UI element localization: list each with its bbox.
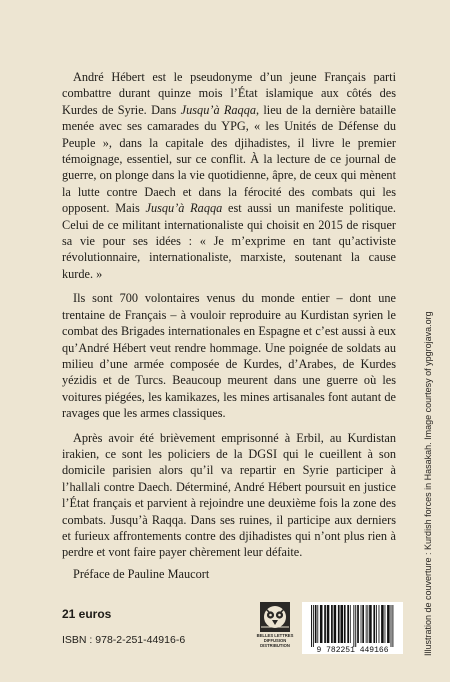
blurb-text: , lieu de la dernière bataille menée avec ses camarades du YPG, « les Unités de Défense du Peuple », dans la capitale des djihadistes, il livre le premier témoignage, essentiel, sur ce conflit. À la lecture de ce journal de guerre, on plonge dans la vie quotidienne, âpre, de ceux qui mènent la lutte contre Daech et dans la férocité des combats qui les opposent. Mais	[62, 102, 396, 216]
blurb-text: André Hébert est le pseudonyme d’un jeune Français parti combattre durant quinze mois l’État islamique aux côtés des Kurdes de Syrie. Dans	[62, 70, 396, 117]
book-title-italic: Jusqu’à Raqqa	[145, 201, 223, 216]
blurb-paragraph-1	[62, 69, 396, 282]
isbn: ISBN : 978-2-251-44916-6	[62, 634, 186, 646]
svg-text:DISTRIBUTION: DISTRIBUTION	[260, 643, 290, 648]
blurb-paragraph-2: Ils sont 700 volontaires venus du monde entier – dont une trentaine de Français – à vouloir reproduire au Kurdistan syrien le combat des Brigades internationales en Espagne et c’est aussi à eux qu’André Hébert veut rendre hommage. Une poignée de soldats au milieu d’une armée composée de Kurdes, d’Arabes, de Kurdes yézidis et de Turcs. Beaucoup meurent dans une guerre où les voitures piégées, les kamikazes, les mines artisanales font autant de ravages que les armes classiques.	[62, 291, 396, 421]
belles-lettres-owl-logo	[253, 600, 297, 652]
svg-text:DIFFUSION: DIFFUSION	[263, 638, 287, 643]
price: 21 euros	[62, 607, 112, 621]
book-title-italic: Jusqu’à Raqqa	[180, 102, 256, 117]
blurb-paragraph-3: Après avoir été brièvement emprisonné à Erbil, au Kurdistan irakien, ce sont les policiers de la DGSI qui le cueillent à son domicile parisien alors qu’il va repartir en Syrie participer à l’hallali contre Daech. Déterminé, André Hébert poursuit en justice l’État français et parvient à rejoindre une deuxième fois la zone des combats. Jusqu’à Raqqa. Dans ses ruines, il participe aux derniers et furieux affrontements contre des djihadistes qui n’ont plus rien à perdre et vont faire payer chèrement leur défaite.	[62, 430, 396, 560]
preface-credit: Préface de Pauline Maucort	[73, 567, 210, 581]
isbn-barcode	[302, 602, 403, 654]
barcode-digits: 9 782251 449166	[316, 646, 389, 654]
blurb-text: est aussi un manifeste politique. Celui de ce militant internationaliste qui choisit en 2015 de risquer sa vie pour ses idées : « Je m’exprime en tant qu’activiste révolutionnaire, internationaliste, marxiste, soutenant la cause kurde. »	[62, 201, 397, 281]
back-cover-blurb	[62, 69, 396, 569]
cover-illustration-credit: Illustration de couverture : Kurdish forces in Hasakah. Image courtesy of ypgrojava.org	[423, 311, 433, 656]
svg-text:BELLES LETTRES: BELLES LETTRES	[256, 633, 294, 638]
